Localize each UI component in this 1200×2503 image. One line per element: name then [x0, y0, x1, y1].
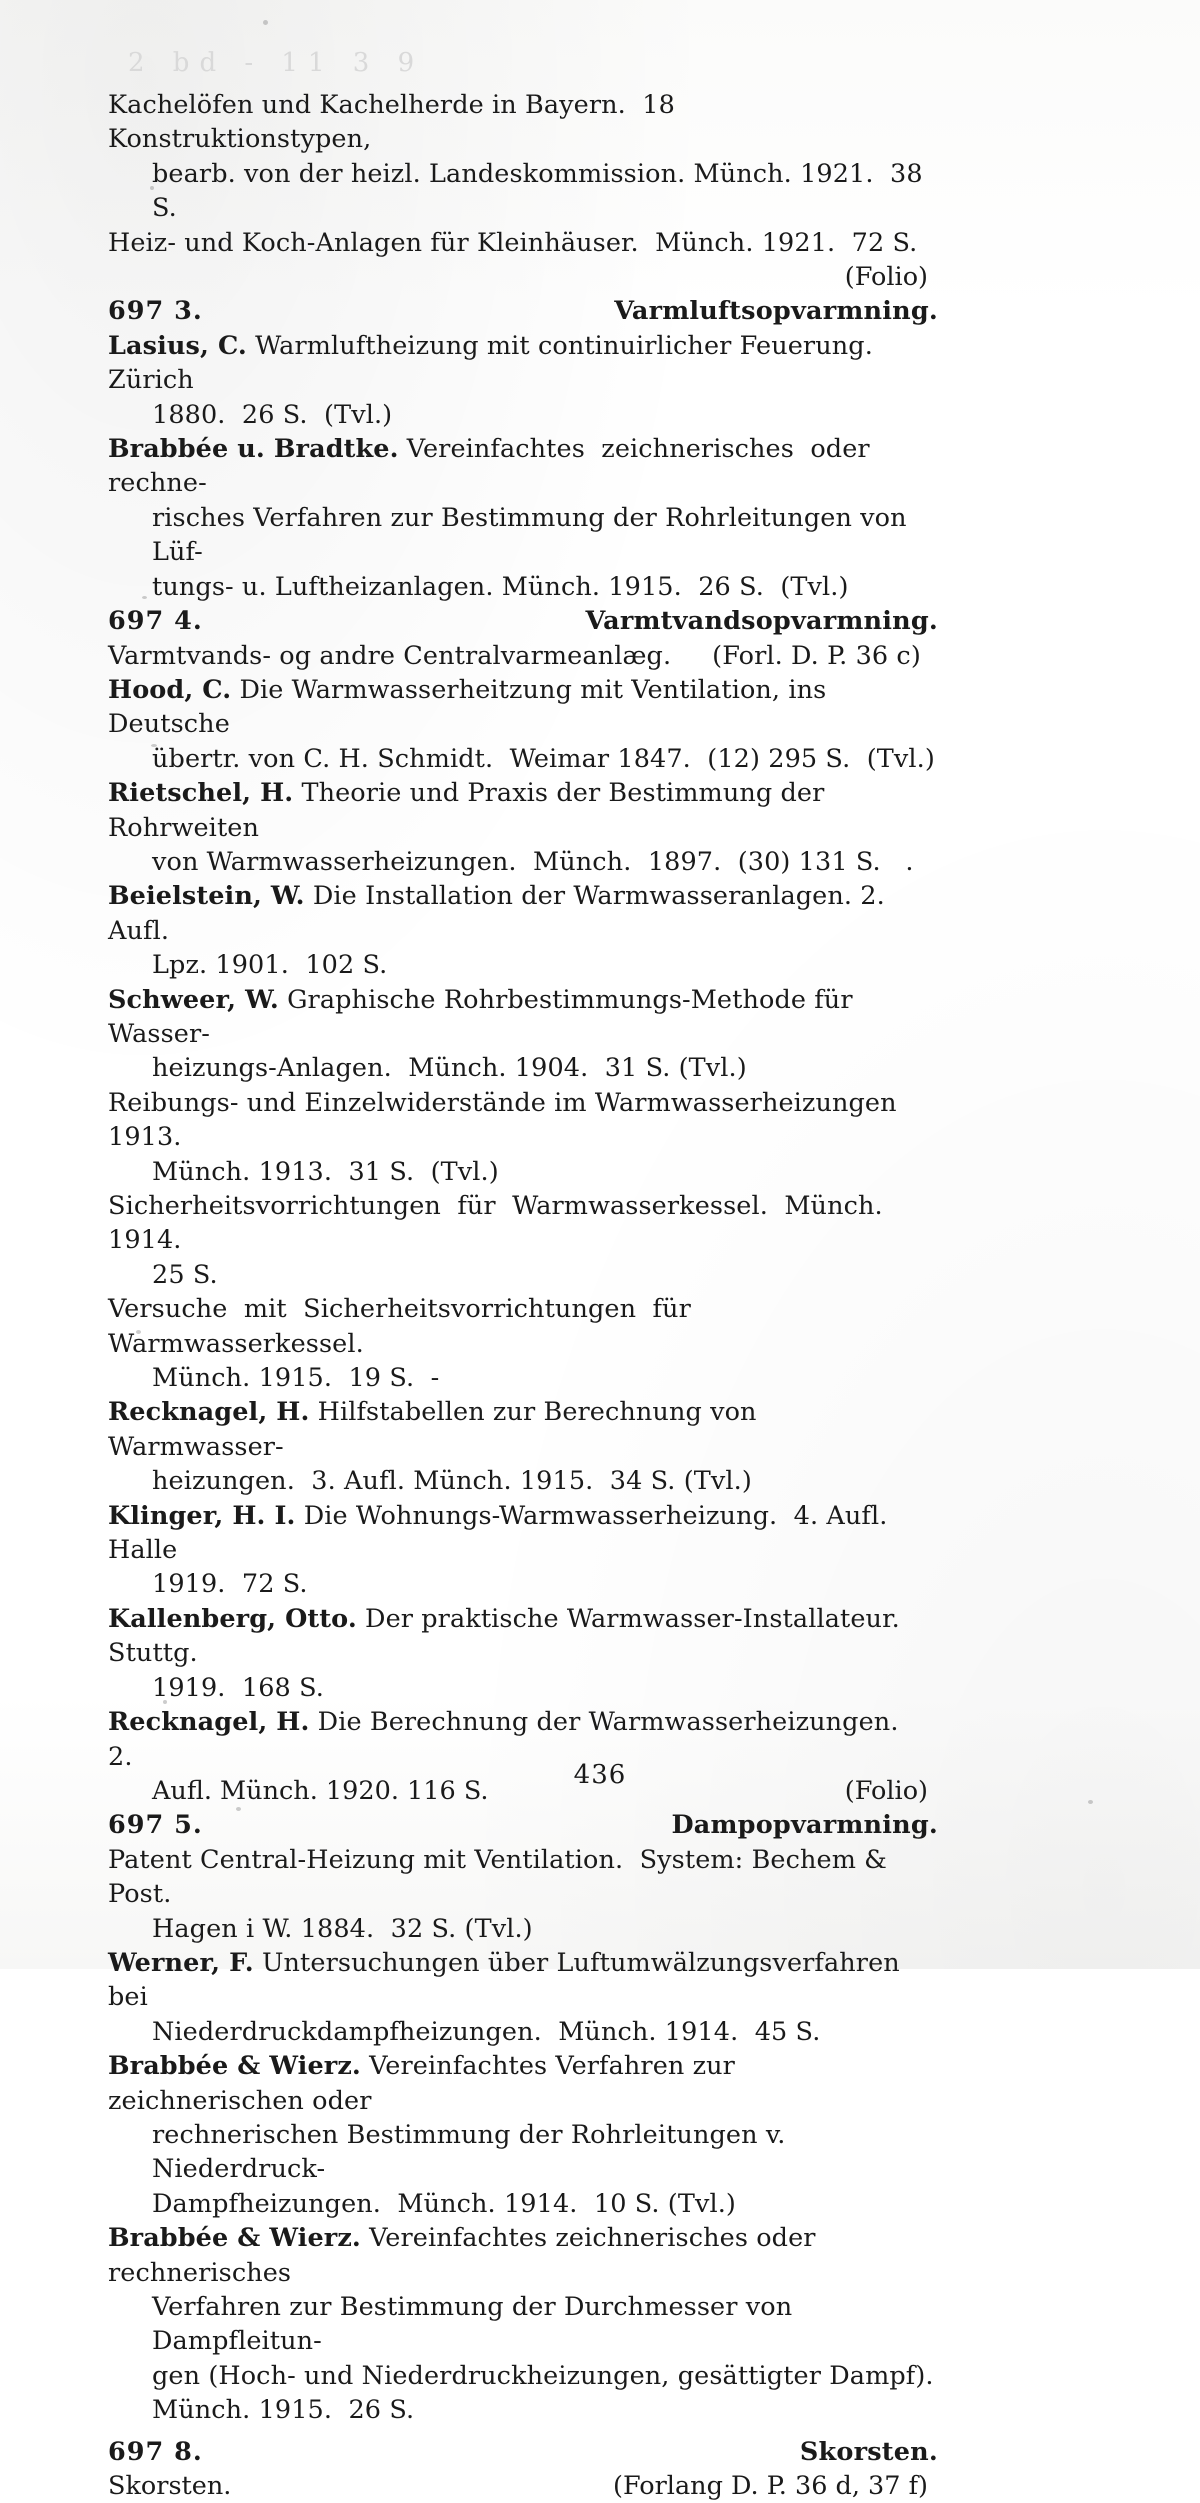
entry-line	[108, 1051, 938, 1085]
entry-text: gen (Hoch- und Niederdruckheizungen, gesättigter Dampf).	[152, 2360, 934, 2391]
section-number: 697 8.	[108, 2436, 203, 2467]
entry-line	[108, 1464, 938, 1498]
author-name: Lasius, C.	[108, 330, 247, 361]
entry-text: Versuche mit Sicherheitsvorrichtungen für Warmwasserkessel.	[108, 1294, 708, 1359]
entry-line: Kachelöfen und Kachelherde in Bayern. 18 Konstruktionstypen,	[108, 90, 684, 155]
entry-text: Niederdruckdampfheizungen. Münch. 1914. 45 S.	[152, 2016, 821, 2047]
entry-text: heizungs-Anlagen. Münch. 1904. 31 S. (Tvl.)	[152, 1053, 747, 1084]
entry-text: risches Verfahren zur Bestimmung der Rohrleitungen von Lüf-	[152, 502, 915, 568]
author-name: Brabbée u. Bradtke.	[108, 434, 399, 465]
entry-text: 1919. 72 S.	[152, 1569, 308, 1600]
entry-line	[108, 1843, 938, 1912]
entry-text: 1880. 26 S. (Tvl.)	[152, 399, 393, 430]
entry-text: Graphische Rohrbestimmungs-Methode für Wasser-	[108, 984, 861, 1049]
entry-line	[108, 1499, 938, 1568]
section-heading	[108, 2435, 938, 2469]
author-name: Brabbée & Wierz.	[108, 2051, 361, 2082]
forlang-note: (Forlang D. P. 36 d, 37 f)	[613, 2471, 928, 2502]
author-name: Beielstein, W.	[108, 881, 305, 912]
entry-line: Heiz- und Koch-Anlagen für Kleinhäuser. Münch. 1921. 72 S.	[108, 227, 918, 258]
entry-text: rechnerischen Bestimmung der Rohrleitungen v. Niederdruck-	[152, 2119, 794, 2185]
entry-line	[108, 398, 938, 432]
page-ghost-header: 2 bd - 11 3 9	[128, 48, 425, 78]
entry-text: heizungen. 3. Aufl. Münch. 1915. 34 S. (Tvl.)	[152, 1466, 752, 1497]
entry-text: Skorsten.	[108, 2471, 232, 2502]
entry-text: Verfahren zur Bestimmung der Durchmesser von Dampfleitun-	[152, 2292, 801, 2357]
entry-line	[108, 1155, 938, 1189]
entry-text: Varmtvands- og andre Centralvarmeanlæg. (Forl. D. P. 36 c)	[108, 640, 921, 671]
entry-text: von Warmwasserheizungen. Münch. 1897. (30) 131 S. .	[152, 846, 914, 877]
section-number: 697 5.	[108, 1810, 203, 1841]
author-name: Kallenberg, Otto.	[108, 1603, 357, 1634]
section-title: Dampopvarmning.	[671, 1810, 938, 1841]
author-name: Schweer, W.	[108, 984, 279, 1015]
entry-line	[108, 329, 938, 398]
entry-text: Vereinfachtes zeichnerisches oder rechnerisches	[108, 2223, 824, 2288]
section-title: Skorsten.	[799, 2436, 938, 2467]
entry-line	[108, 1086, 938, 1155]
entry-line	[108, 2049, 938, 2118]
entry-line	[108, 776, 938, 845]
entry-line	[108, 2290, 938, 2359]
entry-text: übertr. von C. H. Schmidt. Weimar 1847. (12) 295 S. (Tvl.)	[152, 743, 935, 774]
author-name: Recknagel, H.	[108, 1397, 310, 1428]
entry-text: Hagen i W. 1884. 32 S. (Tvl.)	[152, 1913, 533, 1944]
entry-line	[108, 639, 938, 673]
entry-text: Vereinfachtes zeichnerisches oder rechne-	[108, 434, 887, 499]
entry-text: Die Berechnung der Warmwasserheizungen. 2.	[108, 1707, 924, 1772]
entry-line	[108, 501, 938, 570]
folio-note: (Folio)	[844, 262, 928, 293]
entry-line	[108, 1602, 938, 1671]
section-heading	[108, 294, 938, 328]
entry-line	[108, 1912, 938, 1946]
author-name: Recknagel, H.	[108, 1707, 310, 1738]
entry-line	[108, 2221, 938, 2290]
entry-text: Lpz. 1901. 102 S.	[152, 950, 388, 981]
author-name: Werner, F.	[108, 1947, 254, 1978]
entry-text: Vereinfachtes Verfahren zur zeichnerischen oder	[108, 2051, 744, 2116]
entry-text: Die Wohnungs-Warmwasserheizung. 4. Aufl. Halle	[108, 1500, 904, 1566]
entry-line	[108, 570, 938, 604]
entry-line	[108, 1946, 938, 2015]
entry-text: Münch. 1913. 31 S. (Tvl.)	[152, 1156, 499, 1187]
page-number: 436	[573, 1760, 627, 1790]
entry-line	[108, 1567, 938, 1601]
entry-line	[108, 1395, 938, 1464]
entry-text: Aufl. Münch. 1920. 116 S.	[152, 1775, 489, 1806]
entry-text: Warmluftheizung mit continuirlicher Feuerung. Zürich	[108, 330, 890, 396]
entry-line	[108, 1258, 938, 1292]
section-title: Varmluftsopvarmning.	[614, 296, 938, 327]
entry-text: Sicherheitsvorrichtungen für Warmwasserkessel. Münch. 1914.	[108, 1191, 891, 1256]
entry-line	[108, 1671, 938, 1705]
entry-text: Münch. 1915. 26 S.	[152, 2395, 415, 2426]
entry-line	[108, 948, 938, 982]
section-number: 697 4.	[108, 606, 203, 637]
entry-line	[108, 1361, 938, 1395]
author-name: Klinger, H. I.	[108, 1500, 296, 1531]
author-name: Hood, C.	[108, 674, 232, 705]
author-name: Rietschel, H.	[108, 778, 294, 809]
entry-text: Die Warmwasserheitzung mit Ventilation, ins Deutsche	[108, 674, 835, 740]
scan-speck	[263, 20, 268, 25]
entry-line	[108, 845, 938, 879]
entry-line	[108, 2393, 938, 2427]
entry-text: Theorie und Praxis der Bestimmung der Rohrweiten	[108, 778, 833, 843]
entry-text: Dampfheizungen. Münch. 1914. 10 S. (Tvl.)	[152, 2188, 736, 2219]
entry-text: Der praktische Warmwasser-Installateur. Stuttg.	[108, 1603, 908, 1669]
entry-text: Hilfstabellen zur Berechnung von Warmwasser-	[108, 1397, 765, 1462]
section-heading	[108, 1808, 938, 1842]
entry-text: Münch. 1915. 19 S. -	[152, 1363, 440, 1394]
entry-line	[108, 432, 938, 501]
entry-line	[108, 673, 938, 742]
section-heading	[108, 604, 938, 638]
author-name: Brabbée & Wierz.	[108, 2223, 361, 2254]
entry-line	[108, 2187, 938, 2221]
scan-speck	[1088, 1800, 1093, 1804]
entry-text: Patent Central-Heizung mit Ventilation. System: Bechem & Post.	[108, 1844, 896, 1910]
document-body	[108, 88, 938, 2503]
entry-line	[108, 1189, 938, 1258]
entry-text: Reibungs- und Einzelwiderstände im Warmwasserheizungen 1913.	[108, 1087, 905, 1153]
entry-text: tungs- u. Luftheizanlagen. Münch. 1915. 26 S. (Tvl.)	[152, 571, 849, 602]
entry-line	[108, 1292, 938, 1361]
entry-line	[108, 879, 938, 948]
entry-line	[108, 2469, 938, 2503]
entry-line: bearb. von der heizl. Landeskommission. Münch. 1921. 38 S.	[152, 158, 931, 224]
folio-note: (Folio)	[844, 1775, 928, 1806]
entry-line	[108, 742, 938, 776]
entry-text: Untersuchungen über Luftumwälzungsverfahren bei	[108, 1947, 909, 2013]
entry-text: 25 S.	[152, 1259, 218, 1290]
entry-text: Die Installation der Warmwasseranlagen. 2. Aufl.	[108, 881, 894, 946]
section-title: Varmtvandsopvarmning.	[585, 606, 938, 637]
entry-line	[108, 983, 938, 1052]
entry-line	[108, 2359, 938, 2393]
entry-text: 1919. 168 S.	[152, 1672, 324, 1703]
section-number: 697 3.	[108, 296, 203, 327]
entry-line	[108, 2118, 938, 2187]
entry-line	[108, 2015, 938, 2049]
